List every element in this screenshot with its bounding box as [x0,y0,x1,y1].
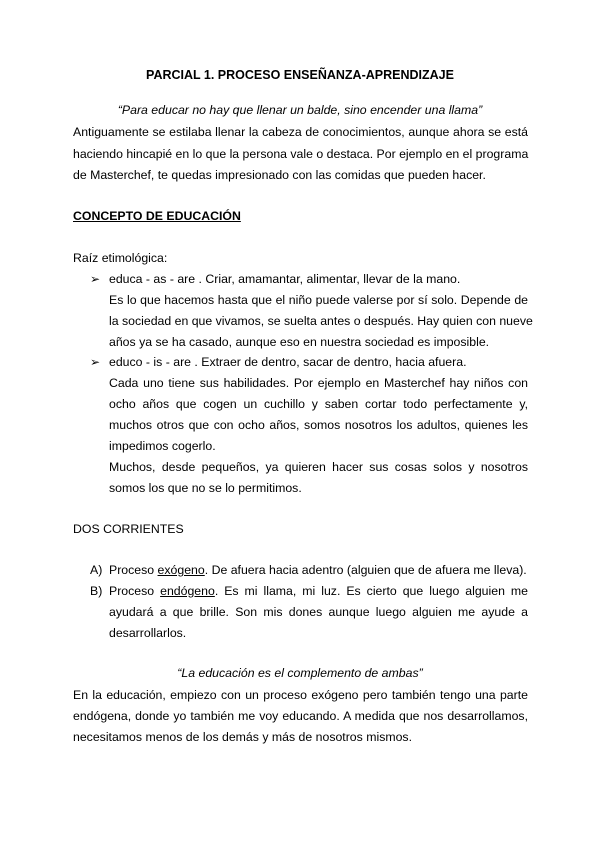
raiz-label: Raíz etimológica: [73,251,168,265]
item-b-marker: B) [90,584,103,598]
arrow-bullet-icon: ➢ [90,272,101,286]
bullet-1-head: educa - as - are . Criar, amamantar, alimentar, llevar de la mano. [109,272,461,286]
bullet-2-line-3: muchos otros que con ocho años, somos nosotros los adultos, quienes les [109,418,528,432]
item-b-line-2: ayudará a que brille. Son mis dones aunque luego alguien me ayude a [109,605,528,619]
item-b-line-1 [109,585,528,597]
section-heading-concepto: CONCEPTO DE EDUCACIÓN [73,209,241,223]
document-title: PARCIAL 1. PROCESO ENSEÑANZA-APRENDIZAJE [146,68,454,82]
bullet-1-line-1: Es lo que hacemos hasta que el niño puede valerse por sí solo. Depende de [109,293,528,307]
bullet-2-line-1: Cada uno tiene sus habilidades. Por ejemplo en Masterchef hay niños con [109,376,528,390]
bullet-2-line-5: Muchos, desde pequeños, ya quieren hacer sus cosas solos y nosotros [109,460,528,474]
closing-quote: “La educación es el complemento de ambas” [177,666,423,680]
closing-line-3: necesitamos menos de los demás y más de nosotros mismos. [73,730,412,744]
item-a-term: exógeno [157,563,205,577]
item-a-post: . De afuera hacia adentro (alguien que de afuera me lleva). [204,563,527,577]
bullet-2-line-4: impedimos cogerlo. [109,439,216,453]
item-a-line [109,564,527,576]
bullet-2-line-2: ocho años que cogen un cuchillo y saben cortar todo perfectamente y, [109,397,528,411]
bullet-2-head: educo - is - are . Extraer de dentro, sacar de dentro, hacia afuera. [109,355,467,369]
intro-line-2: haciendo hincapié en lo que la persona vale o destaca. Por ejemplo en el programa [73,147,529,161]
intro-line-3: de Masterchef, te quedas impresionado con las comidas que pueden hacer. [73,168,486,182]
arrow-bullet-icon: ➢ [90,355,101,369]
intro-line-1: Antiguamente se estilaba llenar la cabeza de conocimientos, aunque ahora se está [73,125,528,139]
opening-quote: “Para educar no hay que llenar un balde, sino encender una llama” [117,103,483,117]
section-heading-corrientes: DOS CORRIENTES [73,522,184,536]
closing-line-2: endógena, donde yo también me voy educando. A medida que nos desarrollamos, [73,709,528,723]
item-a-pre: Proceso [109,563,155,577]
item-b-term: endógeno [160,584,215,598]
bullet-1-line-2: la sociedad en que vivamos, se suelta antes o después. Hay quien con nueve [109,314,533,328]
item-b-line-3: desarrollarlos. [109,626,187,640]
bullet-2-line-6: somos los que no se lo permitimos. [109,481,302,495]
item-b-pre: Proceso [109,584,155,598]
bullet-1-line-3: años ya se ha casado, aunque eso en nuestra sociedad es imposible. [109,335,490,349]
item-b-post: . Es mi llama, mi luz. Es cierto que luego alguien me [214,584,528,598]
closing-line-1: En la educación, empiezo con un proceso exógeno pero también tengo una parte [73,688,528,702]
item-a-marker: A) [90,563,103,577]
